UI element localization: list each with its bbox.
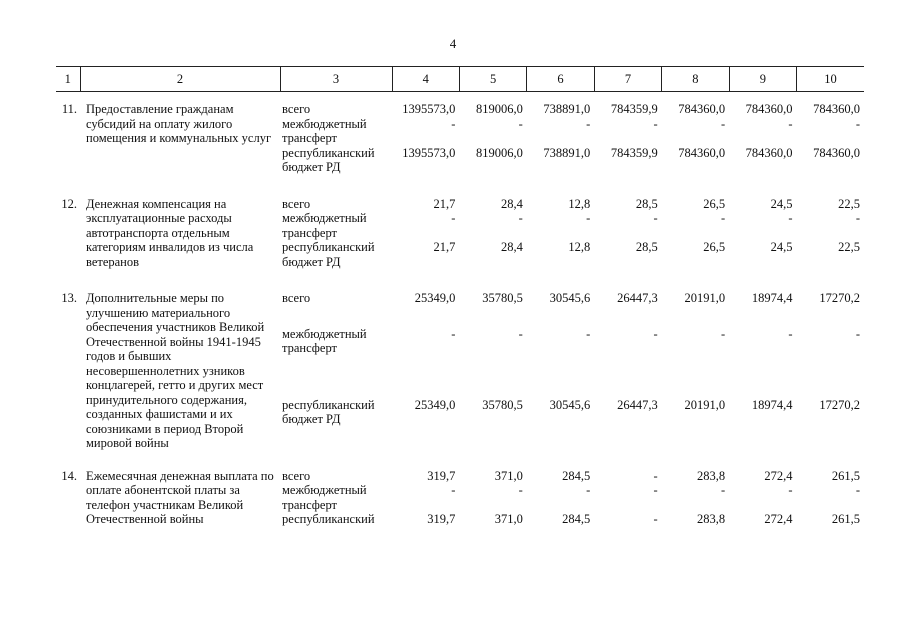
value-cell: 28,4 — [500, 196, 523, 211]
value-cell: - — [518, 326, 523, 341]
value-cell: 1395573,0 — [402, 145, 456, 160]
value-cell: - — [720, 211, 726, 225]
item-name: Предоставление гражданам субсидий на оплату жилого помещения и коммунальных услуг — [86, 102, 272, 145]
value-cell: 319,7 — [427, 468, 456, 483]
value-cell: - — [586, 211, 591, 225]
funding-source: республиканский — [282, 512, 375, 526]
value-cell: 819006,0 — [475, 145, 523, 160]
column-header: 3 — [280, 67, 392, 92]
value-cell: - — [788, 116, 793, 131]
value-cell: - — [451, 116, 456, 131]
value-cell: - — [855, 326, 860, 341]
value-cell: 25349,0 — [414, 397, 456, 412]
table-header — [56, 67, 864, 92]
value-cell: 18974,4 — [751, 291, 793, 305]
value-cell: 784360,0 — [813, 145, 860, 160]
value-cell: 21,7 — [433, 240, 456, 254]
value-cell: 12,8 — [568, 240, 591, 254]
table-row — [56, 197, 864, 212]
value-cell: 26447,3 — [617, 291, 658, 305]
funding-source: межбюджетный трансферт — [282, 116, 367, 145]
value-cell: 12,8 — [568, 196, 591, 211]
value-cell: 20191,0 — [684, 397, 726, 412]
value-cell: 26,5 — [703, 196, 726, 211]
value-cell: 784360,0 — [745, 102, 793, 116]
value-cell: 272,4 — [764, 512, 793, 526]
table-row — [56, 469, 864, 484]
value-cell: - — [788, 483, 793, 497]
funding-source: республиканский бюджет РД — [282, 397, 375, 426]
value-cell: 26447,3 — [617, 397, 658, 412]
column-header: 2 — [80, 67, 280, 92]
funding-source: республиканский бюджет РД — [282, 145, 375, 174]
value-cell: 17270,2 — [819, 291, 860, 305]
value-cell: 784360,0 — [678, 145, 726, 160]
table-body — [56, 92, 864, 527]
value-cell: 22,5 — [838, 196, 860, 211]
value-cell: 738891,0 — [543, 145, 591, 160]
value-cell: - — [518, 211, 523, 225]
value-cell: 22,5 — [838, 240, 860, 254]
value-cell: - — [653, 326, 658, 341]
value-cell: - — [653, 483, 658, 497]
value-cell: 24,5 — [770, 196, 793, 211]
item-name: Дополнительные меры по улучшению материального обеспечения участников Великой Отечественной войны 1941-1945 годов и бывших несовершеннолетних узников концлагерей, гетто и других мест принудительного содержания, созданных фашистами и их союзниками в период Второй мировой войны — [86, 291, 265, 450]
value-cell: - — [451, 483, 456, 497]
page-number: 4 — [449, 36, 457, 51]
value-cell: - — [855, 483, 860, 497]
value-cell: 35780,5 — [482, 397, 523, 412]
value-cell: - — [653, 468, 658, 483]
value-cell: 319,7 — [427, 512, 456, 526]
funding-source: всего — [282, 196, 311, 211]
value-cell: 284,5 — [562, 512, 591, 526]
column-header: 8 — [662, 67, 729, 92]
value-cell: - — [518, 116, 523, 131]
funding-source: всего — [282, 468, 311, 483]
value-cell: 1395573,0 — [402, 102, 456, 116]
value-cell: 371,0 — [494, 468, 523, 483]
value-cell: 784360,0 — [745, 145, 793, 160]
column-header: 10 — [797, 67, 864, 92]
value-cell: 30545,6 — [549, 397, 591, 412]
value-cell: 26,5 — [703, 240, 726, 254]
value-cell: - — [518, 483, 523, 497]
funding-source: всего — [282, 291, 311, 305]
item-number: 14. — [61, 468, 77, 483]
item-number: 11. — [61, 102, 77, 116]
value-cell: - — [586, 483, 591, 497]
value-cell: 819006,0 — [475, 102, 523, 116]
value-cell: - — [451, 211, 456, 225]
column-header: 6 — [527, 67, 594, 92]
value-cell: 20191,0 — [684, 291, 726, 305]
value-cell: 784359,9 — [610, 145, 658, 160]
value-cell: 30545,6 — [549, 291, 591, 305]
value-cell: - — [720, 483, 726, 497]
item-number: 12. — [61, 196, 77, 211]
value-cell: 35780,5 — [482, 291, 523, 305]
column-header: 1 — [56, 67, 80, 92]
header-row — [56, 67, 864, 92]
funding-source: всего — [282, 102, 311, 116]
item-name: Денежная компенсация на эксплуатационные расходы автотранспорта отдельным категориям инвалидов из числа ветеранов — [86, 196, 254, 269]
value-cell: 784359,9 — [610, 102, 658, 116]
value-cell: 283,8 — [696, 512, 726, 526]
value-cell: 17270,2 — [819, 397, 860, 412]
value-cell: 784360,0 — [678, 102, 726, 116]
value-cell: - — [653, 116, 658, 131]
item-number: 13. — [61, 291, 77, 305]
value-cell: 28,5 — [635, 196, 658, 211]
value-cell: 21,7 — [433, 196, 456, 211]
table-row — [56, 102, 864, 117]
value-cell: 261,5 — [831, 468, 860, 483]
value-cell: - — [720, 116, 726, 131]
value-cell: 261,5 — [831, 512, 860, 526]
funding-source: межбюджетный трансферт — [282, 211, 367, 240]
table-row — [56, 291, 864, 327]
item-name: Ежемесячная денежная выплата по оплате абонентской платы за телефон участникам Великой Отечественной войны — [86, 468, 274, 526]
funding-source: республиканский бюджет РД — [282, 240, 375, 269]
value-cell: 738891,0 — [543, 102, 591, 116]
value-cell: - — [451, 326, 456, 341]
value-cell: 272,4 — [764, 468, 793, 483]
value-cell: - — [586, 116, 591, 131]
column-header: 9 — [729, 67, 796, 92]
value-cell: - — [653, 211, 658, 225]
value-cell: 784360,0 — [813, 102, 860, 116]
column-header: 5 — [459, 67, 526, 92]
value-cell: 371,0 — [494, 512, 523, 526]
value-cell: - — [855, 116, 860, 131]
value-cell: - — [720, 326, 726, 341]
value-cell: 284,5 — [562, 468, 591, 483]
value-cell: 283,8 — [696, 468, 726, 483]
funding-source: межбюджетный трансферт — [282, 326, 367, 355]
value-cell: 28,5 — [635, 240, 658, 254]
value-cell: 18974,4 — [751, 397, 793, 412]
value-cell: 24,5 — [770, 240, 793, 254]
value-cell: - — [788, 211, 793, 225]
funding-source: межбюджетный трансферт — [282, 483, 367, 512]
column-header: 7 — [594, 67, 661, 92]
value-cell: 28,4 — [500, 240, 523, 254]
value-cell: - — [586, 326, 591, 341]
column-header: 4 — [392, 67, 459, 92]
value-cell: - — [653, 512, 658, 526]
budget-table — [56, 66, 864, 527]
value-cell: - — [855, 211, 860, 225]
value-cell: - — [788, 326, 793, 341]
value-cell: 25349,0 — [414, 291, 456, 305]
